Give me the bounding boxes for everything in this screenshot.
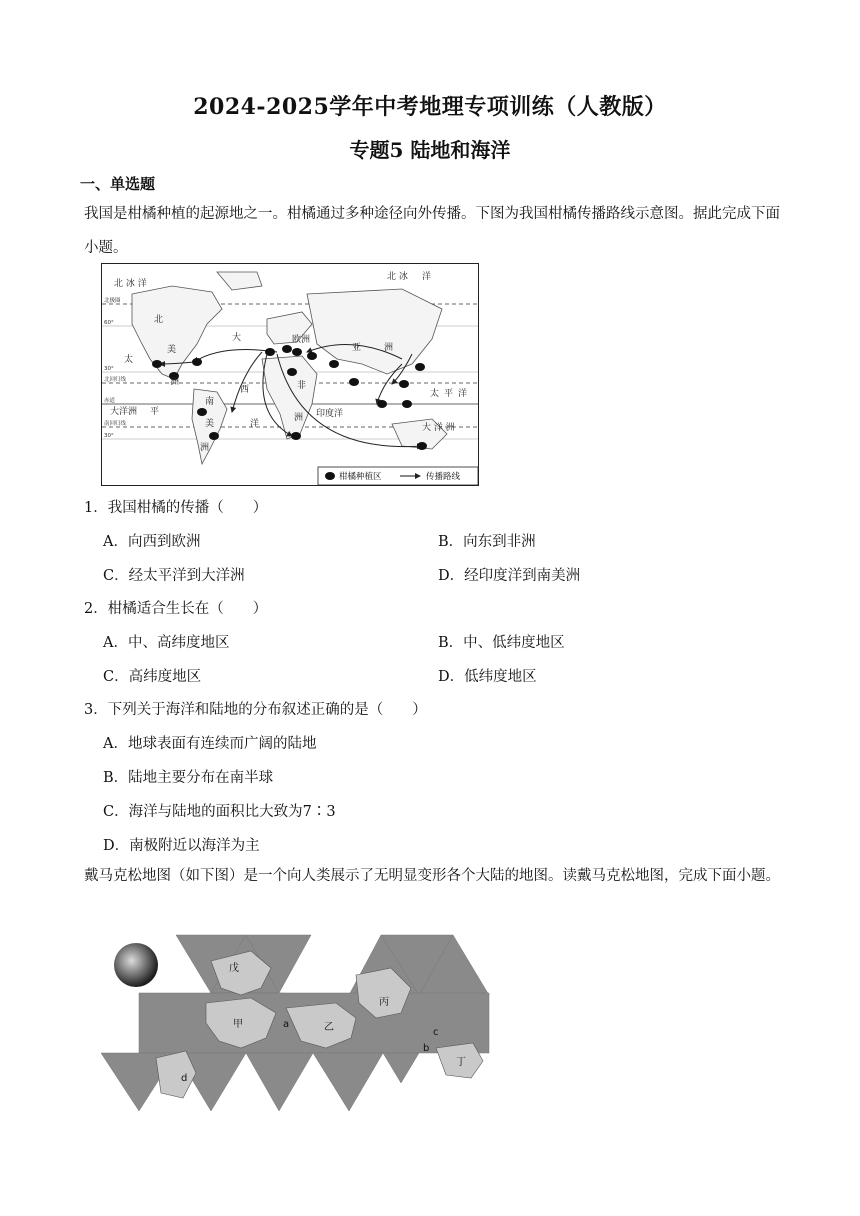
plant-area xyxy=(291,432,301,440)
map1-label: 欧洲 xyxy=(292,335,311,345)
map1-label: 洋 xyxy=(458,389,468,399)
legend-plant-label: 柑橘种植区 xyxy=(339,472,382,482)
map2-label-ding: 丁 xyxy=(456,1057,466,1068)
section-heading: 一、单选题 xyxy=(80,175,156,193)
map1-label: 平 xyxy=(150,407,160,417)
plant-area xyxy=(197,408,207,416)
map1-label: 美 xyxy=(205,419,215,429)
q1-option-a[interactable]: A．向西到欧洲 xyxy=(103,534,201,550)
map1-label: 洲 xyxy=(384,343,394,353)
map1-label: 大洋洲 xyxy=(110,407,138,417)
map1-label: 洲 xyxy=(170,377,180,387)
map1-label: 洲 xyxy=(294,413,304,423)
lat-label: 30° xyxy=(104,433,114,439)
q3-option-b[interactable]: B．陆地主要分布在南半球 xyxy=(103,770,274,786)
plant-area xyxy=(287,368,297,376)
map2-label-b: b xyxy=(423,1043,430,1054)
map1-label: 美 xyxy=(167,345,177,355)
plant-area xyxy=(152,360,162,368)
map1-label: 大 洋 洲 xyxy=(422,423,455,433)
plant-area xyxy=(417,442,427,450)
map1-label: 印度洋 xyxy=(316,409,344,419)
map1-label: 北 xyxy=(154,315,164,325)
question-1-stem: 1．我国柑橘的传播（ ） xyxy=(84,500,268,516)
map1-label: 洋 xyxy=(422,272,432,282)
document-title: 2024-2025学年中考地理专项训练（人教版） xyxy=(193,94,667,120)
lat-label: 北极圈 xyxy=(104,298,121,304)
map-face xyxy=(383,1053,419,1083)
q3-option-d[interactable]: D．南极附近以海洋为主 xyxy=(103,838,260,854)
plant-area xyxy=(415,363,425,371)
intro-paragraph-1: 我国是柑橘种植的起源地之一。柑橘通过多种途径向外传播。下图为我国柑橘传播路线示意图。据此完成下面小题。 xyxy=(84,206,780,256)
plant-area xyxy=(399,380,409,388)
map1-label: 非 xyxy=(297,381,307,391)
q1-option-d[interactable]: D．经印度洋到南美洲 xyxy=(438,568,581,584)
dymaxion-map-svg xyxy=(101,933,491,1111)
question-2-stem: 2．柑橘适合生长在（ ） xyxy=(84,601,268,617)
africa-shape xyxy=(262,356,317,439)
q2-option-b[interactable]: B．中、低纬度地区 xyxy=(438,635,565,651)
map1-label: 西 xyxy=(240,385,250,395)
map2-label-yi: 乙 xyxy=(324,1022,334,1033)
map1-label: 北 冰 洋 xyxy=(114,279,147,289)
plant-area xyxy=(209,432,219,440)
map2-label-a: a xyxy=(283,1019,290,1030)
q1-option-c[interactable]: C．经太平洋到大洋洲 xyxy=(103,568,245,584)
lat-label: 南回归线 xyxy=(104,421,127,427)
map1-label: 大 xyxy=(232,333,242,343)
map2-label-d: d xyxy=(181,1073,188,1084)
q2-option-a[interactable]: A．中、高纬度地区 xyxy=(103,635,230,651)
lat-label: 赤道 xyxy=(104,398,116,404)
q3-option-a[interactable]: A．地球表面有连续而广阔的陆地 xyxy=(103,736,317,752)
continents xyxy=(132,272,447,464)
plant-area xyxy=(402,400,412,408)
map2-label-jia: 甲 xyxy=(233,1019,243,1030)
document-subtitle: 专题5 陆地和海洋 xyxy=(349,138,511,162)
plant-area xyxy=(349,378,359,386)
map-face xyxy=(313,1053,383,1111)
lat-label: 北回归线 xyxy=(104,377,127,383)
greenland-shape xyxy=(217,272,262,290)
q1-option-b[interactable]: B．向东到非洲 xyxy=(438,534,536,550)
plant-area xyxy=(192,358,202,366)
citrus-route-map-svg xyxy=(102,264,478,485)
intro-paragraph-2: 戴马克松地图（如下图）是一个向人类展示了无明显变形各个大陆的地图。读戴马克松地图，完成下面小题。 xyxy=(84,868,780,884)
plant-area xyxy=(307,352,317,360)
dymaxion-map xyxy=(101,933,491,1111)
q2-option-d[interactable]: D．低纬度地区 xyxy=(438,669,537,685)
north-america-shape xyxy=(132,286,222,379)
plant-area xyxy=(265,348,275,356)
plant-area xyxy=(329,360,339,368)
citrus-route-map xyxy=(101,263,479,486)
map-face xyxy=(246,1053,313,1111)
plant-area xyxy=(377,400,387,408)
map1-label: 平 xyxy=(444,389,454,399)
lat-label: 60° xyxy=(104,320,114,326)
map1-label: 太 xyxy=(430,389,440,399)
map1-label: 太 xyxy=(124,355,134,365)
map2-label-wu: 戊 xyxy=(229,963,239,974)
globe-icon xyxy=(114,943,158,987)
map1-label: 北 冰 xyxy=(387,272,408,282)
lat-label: 30° xyxy=(104,366,114,372)
plant-area xyxy=(282,345,292,353)
map1-label: 洋 xyxy=(250,419,260,429)
q2-option-c[interactable]: C．高纬度地区 xyxy=(103,669,202,685)
legend-route-label: 传播路线 xyxy=(426,472,461,482)
map1-label: 亚 xyxy=(352,343,362,353)
map2-label-c: c xyxy=(433,1027,439,1038)
map2-label-bing: 丙 xyxy=(379,997,389,1008)
route-europe-southamerica xyxy=(232,352,262,412)
asia-shape xyxy=(307,289,442,374)
map1-label: 南 xyxy=(205,397,215,407)
plant-area xyxy=(292,348,302,356)
map1-legend xyxy=(318,467,478,485)
map1-label: 洲 xyxy=(200,443,210,453)
legend-plant-icon xyxy=(325,472,335,480)
q3-option-c[interactable]: C．海洋与陆地的面积比大致为7∶3 xyxy=(103,804,336,820)
question-3-stem: 3．下列关于海洋和陆地的分布叙述正确的是（ ） xyxy=(84,702,427,718)
